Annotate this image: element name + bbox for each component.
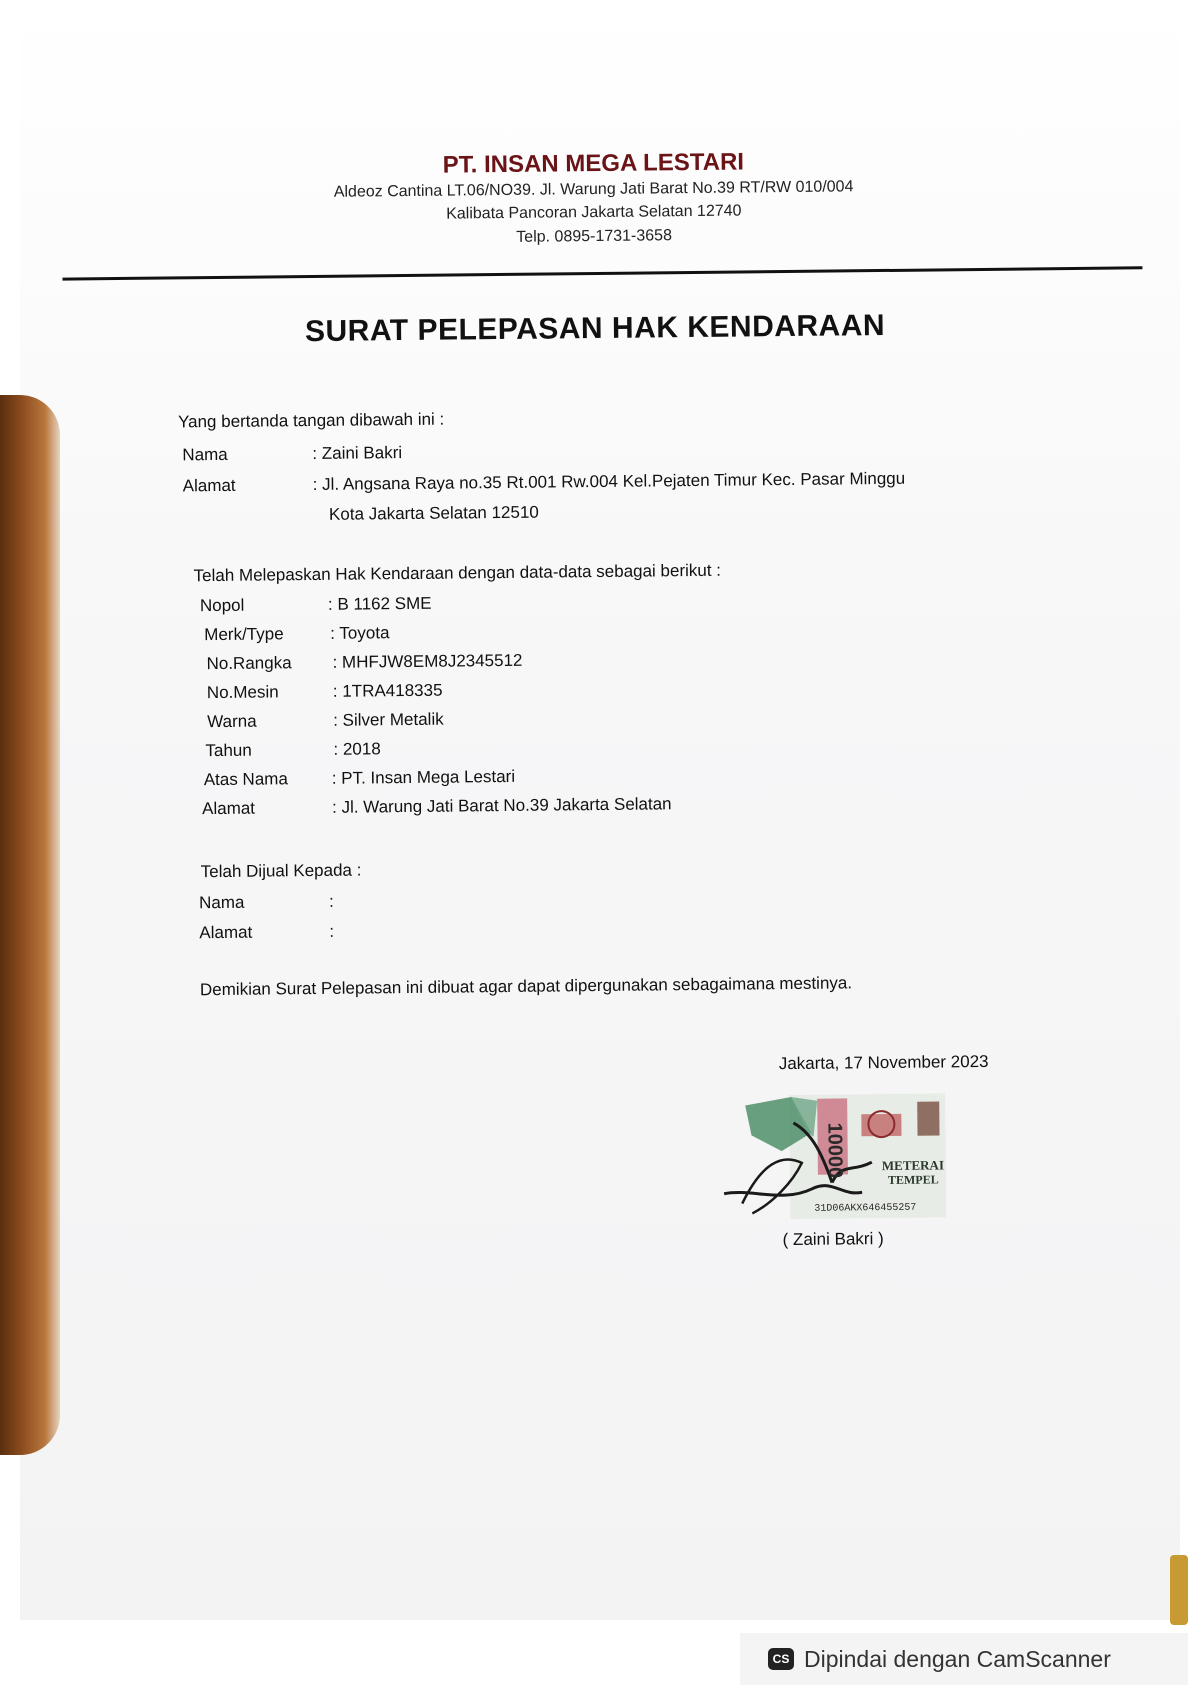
vehicle-address-value: : Jl. Warung Jati Barat No.39 Jakarta Selatan [331, 794, 672, 817]
vehicle-engine-value: : 1TRA418335 [332, 680, 443, 701]
signer-name-value: : Zaini Bakri [312, 443, 403, 463]
camscanner-footer [740, 1633, 1188, 1685]
company-name: PT. INSAN MEGA LESTARI [442, 148, 745, 179]
vehicle-color-value: : Silver Metalik [333, 709, 444, 730]
buyer-address-value: : [329, 921, 335, 941]
vehicle-owner-label: Atas Nama [203, 769, 288, 790]
vehicle-make-value: : Toyota [330, 623, 390, 643]
vehicle-year-label: Tahun [205, 740, 252, 761]
vehicle-make-label: Merk/Type [204, 624, 284, 645]
vehicle-plate-value: : B 1162 SME [327, 593, 432, 614]
stamp-amount: 10000 [823, 1122, 846, 1179]
vehicle-address-label: Alamat [201, 798, 256, 819]
stamp-text-meterai: METERAI [881, 1157, 945, 1174]
buyer-name-label: Nama [198, 892, 245, 913]
signer-address-label: Alamat [182, 475, 236, 496]
company-address-line2: Kalibata Pancoran Jakarta Selatan 12740 [446, 202, 742, 223]
duty-stamp-graphic [721, 1091, 950, 1223]
document-title: SURAT PELEPASAN HAK KENDARAAN [304, 308, 886, 349]
letterhead-divider [63, 266, 1143, 280]
vehicle-intro: Telah Melepaskan Hak Kendaraan dengan data-data sebagai berikut : [193, 560, 722, 586]
signer-intro: Yang bertanda tangan dibawah ini : [177, 409, 445, 432]
signer-address-value: : Jl. Angsana Raya no.35 Rt.001 Rw.004 Kel.Pejaten Timur Kec. Pasar Minggu [312, 468, 906, 494]
company-phone: Telp. 0895-1731-3658 [516, 227, 673, 246]
duty-stamp [721, 1091, 950, 1223]
signer-address-continued: Kota Jakarta Selatan 12510 [328, 502, 539, 524]
buyer-name-value: : [328, 891, 334, 911]
company-address-line1: Aldeoz Cantina LT.06/NO39. Jl. Warung Jati Barat No.39 RT/RW 010/004 [333, 178, 854, 201]
buyer-intro: Telah Dijual Kepada : [200, 860, 362, 882]
vehicle-color-label: Warna [207, 711, 257, 732]
vehicle-chassis-label: No.Rangka [206, 653, 292, 674]
stamp-serial: 31D06AKX646455257 [814, 1202, 917, 1215]
signer-name-label: Nama [182, 444, 228, 465]
stamp-text-tempel: TEMPEL [887, 1172, 939, 1188]
signed-name: ( Zaini Bakri ) [782, 1229, 884, 1250]
vehicle-chassis-value: : MHFJW8EM8J2345512 [332, 650, 523, 672]
camscanner-text: Dipindai dengan CamScanner [804, 1645, 1111, 1672]
camscanner-logo-icon: CS [768, 1648, 794, 1670]
buyer-address-label: Alamat [199, 922, 253, 943]
vehicle-year-value: : 2018 [333, 739, 381, 759]
place-and-date: Jakarta, 17 November 2023 [778, 1051, 989, 1074]
closing-statement: Demikian Surat Pelepasan ini dibuat agar dapat dipergunakan sebagaimana mestinya. [199, 973, 853, 1000]
vehicle-engine-label: No.Mesin [206, 682, 279, 703]
vehicle-owner-value: : PT. Insan Mega Lestari [331, 766, 516, 788]
vehicle-plate-label: Nopol [199, 595, 245, 616]
